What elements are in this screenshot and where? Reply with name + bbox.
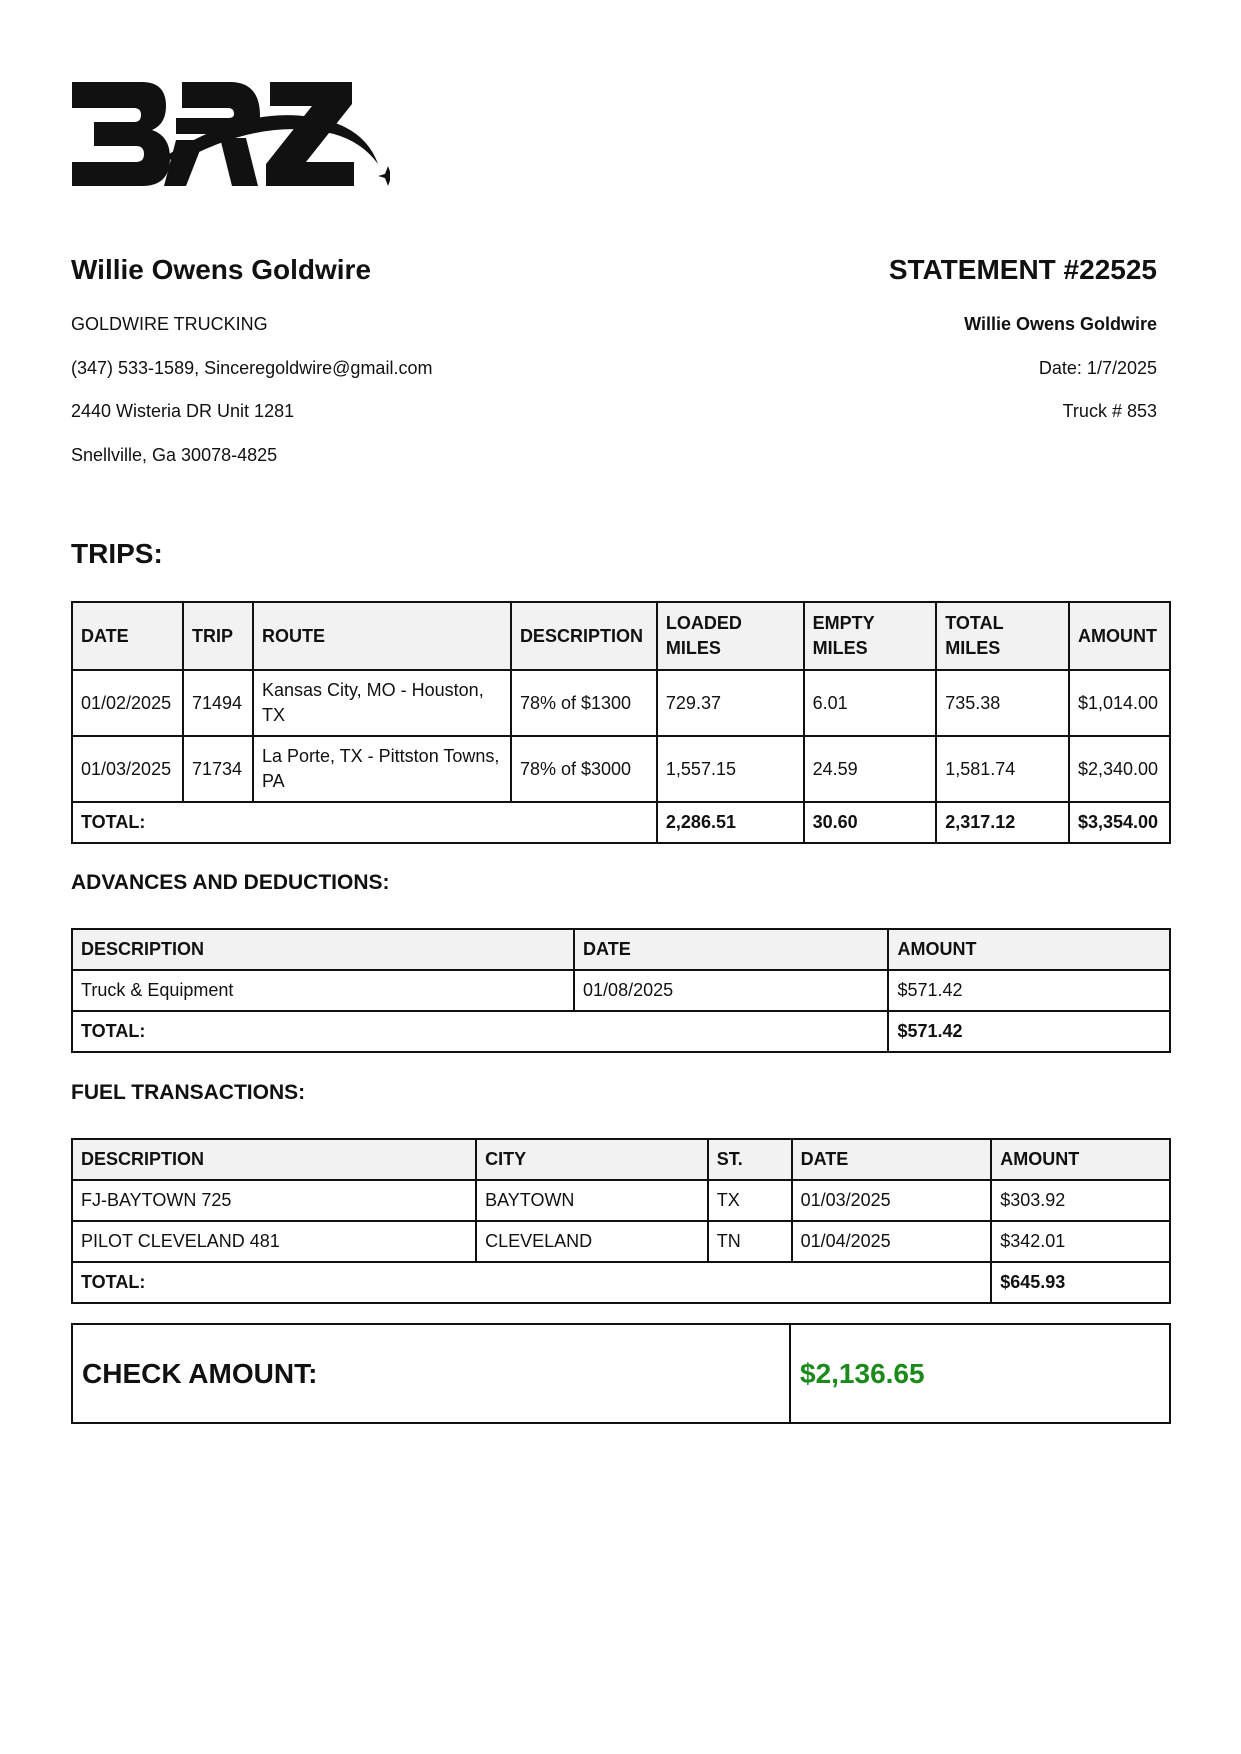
statement-date: Date: 1/7/2025 [1038,358,1157,378]
trips-heading: TRIPS: [71,538,163,569]
statement-recipient: Willie Owens Goldwire [964,314,1157,334]
trip-amount: $1,014.00 [1069,670,1170,736]
fuel-date: 01/03/2025 [792,1180,992,1221]
col-amount: AMOUNT [888,929,1170,970]
col-description: DESCRIPTION [72,1139,476,1180]
fuel-state: TX [708,1180,792,1221]
trip-loaded-miles: 1,557.15 [657,736,804,802]
fuel-heading: FUEL TRANSACTIONS: [71,1081,306,1104]
table-row [72,736,1170,802]
fuel-description: FJ-BAYTOWN 725 [72,1180,476,1221]
col-route: ROUTE [253,602,511,670]
col-description: DESCRIPTION [511,602,657,670]
total-row [72,1262,1170,1303]
total-miles: 2,317.12 [936,802,1069,843]
fuel-date: 01/04/2025 [792,1221,992,1262]
advance-amount: $571.42 [888,970,1170,1011]
total-amount: $645.93 [991,1262,1170,1303]
check-amount-box [71,1323,1171,1424]
table-row [72,1221,1170,1262]
col-date: DATE [792,1139,992,1180]
table-row [72,970,1170,1011]
col-amount: AMOUNT [991,1139,1170,1180]
table-row [72,670,1170,736]
total-label: TOTAL: [72,1262,991,1303]
trip-loaded-miles: 729.37 [657,670,804,736]
col-city: CITY [476,1139,708,1180]
address-line2: Snellville, Ga 30078-4825 [71,445,278,465]
table-header-row [72,602,1170,670]
trip-date: 01/03/2025 [72,736,183,802]
check-amount-label: CHECK AMOUNT: [73,1325,791,1422]
company-name: GOLDWIRE TRUCKING [71,314,268,334]
col-date: DATE [574,929,888,970]
fuel-city: CLEVELAND [476,1221,708,1262]
trip-date: 01/02/2025 [72,670,183,736]
advance-description: Truck & Equipment [72,970,574,1011]
col-empty-miles: EMPTY MILES [804,602,937,670]
advances-table [71,928,1171,1053]
total-amount: $3,354.00 [1069,802,1170,843]
fuel-description: PILOT CLEVELAND 481 [72,1221,476,1262]
col-amount: AMOUNT [1069,602,1170,670]
table-row [72,1180,1170,1221]
statement-title: STATEMENT #22525 [888,254,1157,285]
total-empty-miles: 30.60 [804,802,937,843]
fuel-amount: $303.92 [991,1180,1170,1221]
brz-logo [70,78,390,193]
col-description: DESCRIPTION [72,929,574,970]
truck-number: Truck # 853 [1062,401,1157,421]
trip-number: 71734 [183,736,253,802]
trip-amount: $2,340.00 [1069,736,1170,802]
contact-info: (347) 533-1589, Sinceregoldwire@gmail.com [71,358,433,378]
trip-total-miles: 735.38 [936,670,1069,736]
col-date: DATE [72,602,183,670]
col-trip: TRIP [183,602,253,670]
trip-empty-miles: 6.01 [804,670,937,736]
table-header-row [72,1139,1170,1180]
total-row [72,1011,1170,1052]
address-line1: 2440 Wisteria DR Unit 1281 [71,401,295,421]
trip-route: La Porte, TX - Pittston Towns, PA [253,736,511,802]
total-loaded-miles: 2,286.51 [657,802,804,843]
check-amount-value: $2,136.65 [800,1357,925,1389]
fuel-amount: $342.01 [991,1221,1170,1262]
total-amount: $571.42 [888,1011,1170,1052]
advances-heading: ADVANCES AND DEDUCTIONS: [71,871,390,894]
trip-route: Kansas City, MO - Houston, TX [253,670,511,736]
total-row [72,802,1170,843]
fuel-state: TN [708,1221,792,1262]
trip-description: 78% of $1300 [511,670,657,736]
total-label: TOTAL: [72,802,657,843]
col-total-miles: TOTAL MILES [936,602,1069,670]
trips-table [71,601,1171,844]
col-state: ST. [708,1139,792,1180]
trip-number: 71494 [183,670,253,736]
col-loaded-miles: LOADED MILES [657,602,804,670]
total-label: TOTAL: [72,1011,888,1052]
fuel-table [71,1138,1171,1304]
advance-date: 01/08/2025 [574,970,888,1011]
table-header-row [72,929,1170,970]
trip-total-miles: 1,581.74 [936,736,1069,802]
trip-empty-miles: 24.59 [804,736,937,802]
fuel-city: BAYTOWN [476,1180,708,1221]
trip-description: 78% of $3000 [511,736,657,802]
sender-name: Willie Owens Goldwire [71,254,372,285]
